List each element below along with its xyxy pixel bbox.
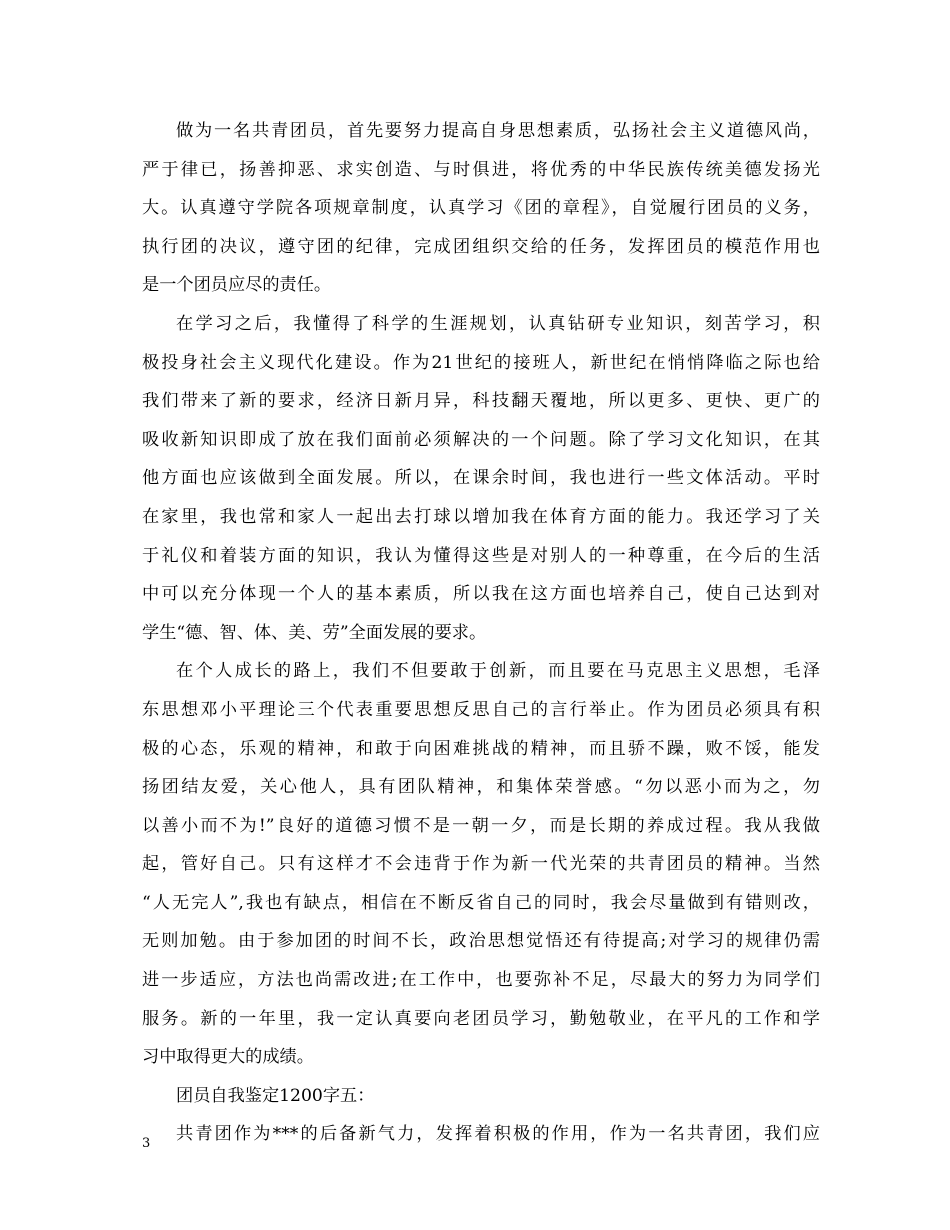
text-line: 是一个团员应尽的责任。 [142,275,332,296]
text-line: 团员自我鉴定1200字五： [176,1085,375,1106]
page-number: 3 [142,1136,151,1151]
paragraph [142,652,820,1077]
text-line: 服务。新的一年里，我一定认真要向老团员学习，勤勉敬业，在平凡的工作和学 [142,1008,820,1029]
text-line: 极投身社会主义现代化建设。作为21世纪的接班人，新世纪在悄悄降临之际也给 [142,352,820,373]
text-line: 无则加勉。由于参加团的时间不长，政治思想觉悟还有待提高;对学习的规律仍需 [142,931,820,952]
text-line: 做为一名共青团员，首先要努力提高自身思想素质，弘扬社会主义道德风尚， [176,121,820,141]
text-line: 共青团作为***的后备新气力，发挥着积极的作用，作为一名共青团，我们应 [176,1124,820,1145]
text-line: 他方面也应该做到全面发展。所以，在课余时间，我也进行一些文体活动。平时 [142,468,820,489]
paragraph [142,1115,820,1154]
text-line: “人无完人”,我也有缺点，相信在不断反省自己的同时，我会尽量做到有错则改， [142,892,820,913]
text-line: 执行团的决议，遵守团的纪律，完成团组织交给的任务，发挥团员的模范作用也 [142,236,820,257]
text-line: 东思想邓小平理论三个代表重要思想反思自己的言行举止。作为团员必须具有积 [142,699,820,720]
text-line: 在个人成长的路上，我们不但要敢于创新，而且要在马克思主义思想，毛泽 [176,661,820,682]
text-line: 中可以充分体现一个人的基本素质，所以我在这方面也培养自己，使自己达到对 [142,584,820,605]
document-body [142,112,820,1154]
text-line: 扬团结友爱，关心他人，具有团队精神，和集体荣誉感。“勿以恶小而为之，勿 [142,777,820,798]
text-line: 在家里，我也常和家人一起出去打球以增加我在体育方面的能力。我还学习了关 [142,506,820,527]
text-line: 大。认真遵守学院各项规章制度，认真学习《团的章程》，自觉履行团员的义务， [142,198,820,219]
text-line: 以善小而不为!”良好的道德习惯不是一朝一夕，而是长期的养成过程。我从我做 [142,815,820,836]
text-line: 极的心态，乐观的精神，和敢于向困难挑战的精神，而且骄不躁，败不馁，能发 [142,738,820,759]
paragraph [142,112,820,305]
text-line: 在学习之后，我懂得了科学的生涯规划，认真钻研专业知识，刻苦学习，积 [176,313,820,334]
paragraph [142,305,820,652]
text-line: 严于律已，扬善抑恶、求实创造、与时俱进，将优秀的中华民族传统美德发扬光 [142,159,820,180]
text-line: 习中取得更大的成绩。 [142,1047,314,1068]
text-line: 学生“德、智、体、美、劳”全面发展的要求。 [142,622,487,643]
text-line: 于礼仪和着装方面的知识，我认为懂得这些是对别人的一种尊重，在今后的生活 [142,545,820,566]
text-line: 起，管好自己。只有这样才不会违背于作为新一代光荣的共青团员的精神。当然 [142,854,820,875]
text-line: 我们带来了新的要求，经济日新月异，科技翻天覆地，所以更多、更快、更广的 [142,391,820,412]
section-heading [142,1077,820,1116]
text-line: 吸收新知识即成了放在我们面前必须解决的一个问题。除了学习文化知识，在其 [142,429,820,450]
text-line: 进一步适应，方法也尚需改进;在工作中，也要弥补不足，尽最大的努力为同学们 [142,970,820,991]
